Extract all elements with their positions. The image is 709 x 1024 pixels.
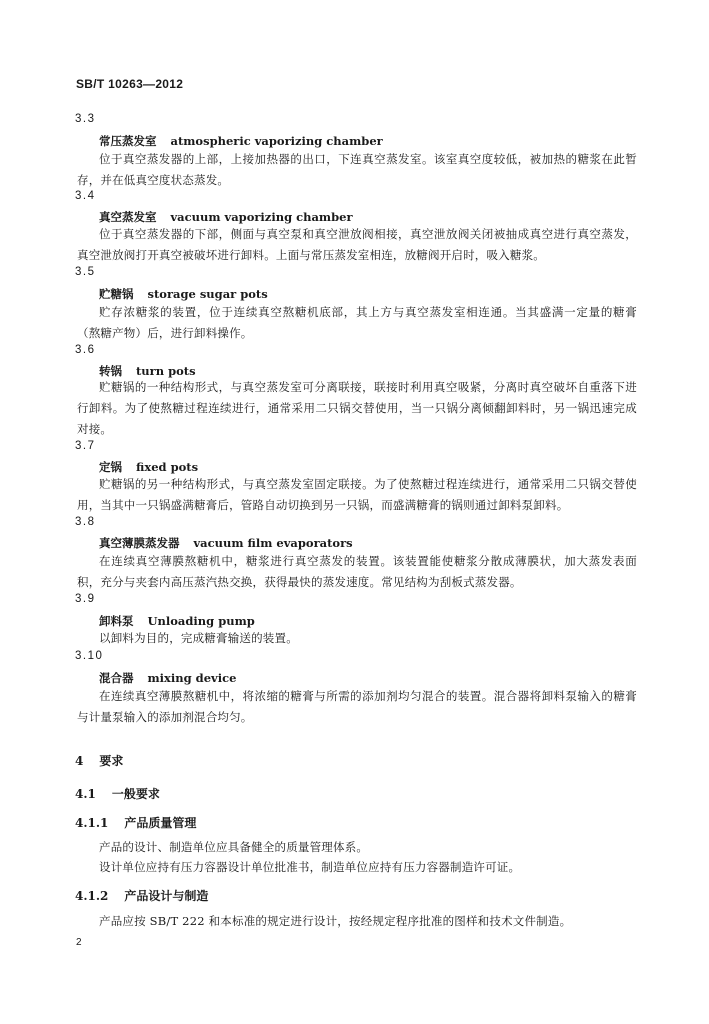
term-number: 3.8 xyxy=(75,516,96,528)
section-title: 产品质量管理 xyxy=(124,816,197,830)
section-title: 产品设计与制造 xyxy=(124,889,209,903)
term-zh: 定锅 xyxy=(99,460,122,474)
term-title xyxy=(99,459,198,475)
term-en: vacuum film evaporators xyxy=(193,536,353,550)
term-zh: 贮糖锅 xyxy=(99,287,134,301)
term-en: mixing device xyxy=(147,671,237,685)
section-heading xyxy=(75,785,160,802)
term-number: 3.5 xyxy=(75,266,96,278)
section-number: 4.1.2 xyxy=(75,889,109,903)
term-title xyxy=(99,133,383,149)
term-definition: 在连续真空薄膜熬糖机中，糖浆进行真空蒸发的装置。该装置能使糖浆分散成薄膜状，加大蒸发表面积，充分与夹套内高压蒸汽热交换，获得最快的蒸发速度。常见结构为刮板式蒸发器。 xyxy=(77,554,637,589)
term-definition: 贮存浓糖浆的装置，位于连续真空熬糖机底部，其上方与真空蒸发室相连通。当其盛满一定量的糖膏（熬糖产物）后，进行卸料操作。 xyxy=(77,305,637,340)
term-zh: 转锅 xyxy=(99,364,122,378)
section-title: 一般要求 xyxy=(111,787,160,801)
term-en: storage sugar pots xyxy=(147,287,268,301)
term-title xyxy=(99,286,268,302)
term-en: atmospheric vaporizing chamber xyxy=(170,134,383,148)
term-number: 3.7 xyxy=(75,440,96,452)
section-number: 4.1 xyxy=(75,787,96,801)
body-line: 产品应按 SB/T 222 和本标准的规定进行设计，按经规定程序批准的图样和技术文件制造。 xyxy=(99,914,572,928)
term-definition: 贮糖锅的另一种结构形式，与真空蒸发室固定联接。为了使熬糖过程连续进行，通常采用二只锅交替使用，当其中一只锅盛满糖膏后，管路自动切换到另一只锅，而盛满糖膏的锅则通过卸料泵卸料。 xyxy=(77,477,637,512)
page-number: 2 xyxy=(76,937,82,948)
term-title xyxy=(99,613,255,629)
section-title: 要求 xyxy=(99,754,124,768)
term-definition: 位于真空蒸发器的上部，上接加热器的出口，下连真空蒸发室。该室真空度较低，被加热的糖浆在此暂存，并在低真空度状态蒸发。 xyxy=(77,152,637,187)
section-number: 4.1.1 xyxy=(75,816,109,830)
section-heading xyxy=(75,752,123,769)
term-number: 3.4 xyxy=(75,190,96,202)
term-number: 3.6 xyxy=(75,344,96,356)
section-heading xyxy=(75,814,196,831)
standard-header: SB/T 10263—2012 xyxy=(76,77,184,91)
body-line: 产品的设计、制造单位应具备健全的质量管理体系。 xyxy=(99,840,369,854)
term-definition: 以卸料为目的，完成糖膏输送的装置。 xyxy=(99,631,298,645)
term-title xyxy=(99,209,353,225)
term-number: 3.9 xyxy=(75,593,96,605)
body-line: 设计单位应持有压力容器设计单位批准书，制造单位应持有压力容器制造许可证。 xyxy=(99,860,521,874)
section-number: 4 xyxy=(75,754,84,768)
term-number: 3.10 xyxy=(75,650,104,662)
term-definition: 在连续真空薄膜熬糖机中，将浓缩的糖膏与所需的添加剂均匀混合的装置。混合器将卸料泵输入的糖膏与计量泵输入的添加剂混合均匀。 xyxy=(77,689,637,724)
section-heading xyxy=(75,887,208,904)
term-en: fixed pots xyxy=(136,460,199,474)
term-en: turn pots xyxy=(136,364,196,378)
term-zh: 真空薄膜蒸发器 xyxy=(99,536,180,550)
term-title xyxy=(99,670,236,686)
term-zh: 卸料泵 xyxy=(99,614,134,628)
term-zh: 混合器 xyxy=(99,671,134,685)
term-definition: 位于真空蒸发器的下部，侧面与真空泵和真空泄放阀相接，真空泄放阀关闭被抽成真空进行真空蒸发，真空泄放阀打开真空被破坏进行卸料。上面与常压蒸发室相连，放糖阀开启时，吸入糖浆。 xyxy=(77,227,637,262)
term-number: 3.3 xyxy=(75,113,96,125)
term-en: Unloading pump xyxy=(147,614,255,628)
term-definition: 贮糖锅的一种结构形式，与真空蒸发室可分离联接，联接时利用真空吸紧，分离时真空破坏自重落下进行卸料。为了使熬糖过程连续进行，通常采用二只锅交替使用，当一只锅分离倾翻卸料时，另一锅迅速完成对接。 xyxy=(77,380,637,436)
term-zh: 真空蒸发室 xyxy=(99,210,157,224)
term-en: vacuum vaporizing chamber xyxy=(170,210,353,224)
term-title xyxy=(99,535,353,551)
term-zh: 常压蒸发室 xyxy=(99,134,157,148)
